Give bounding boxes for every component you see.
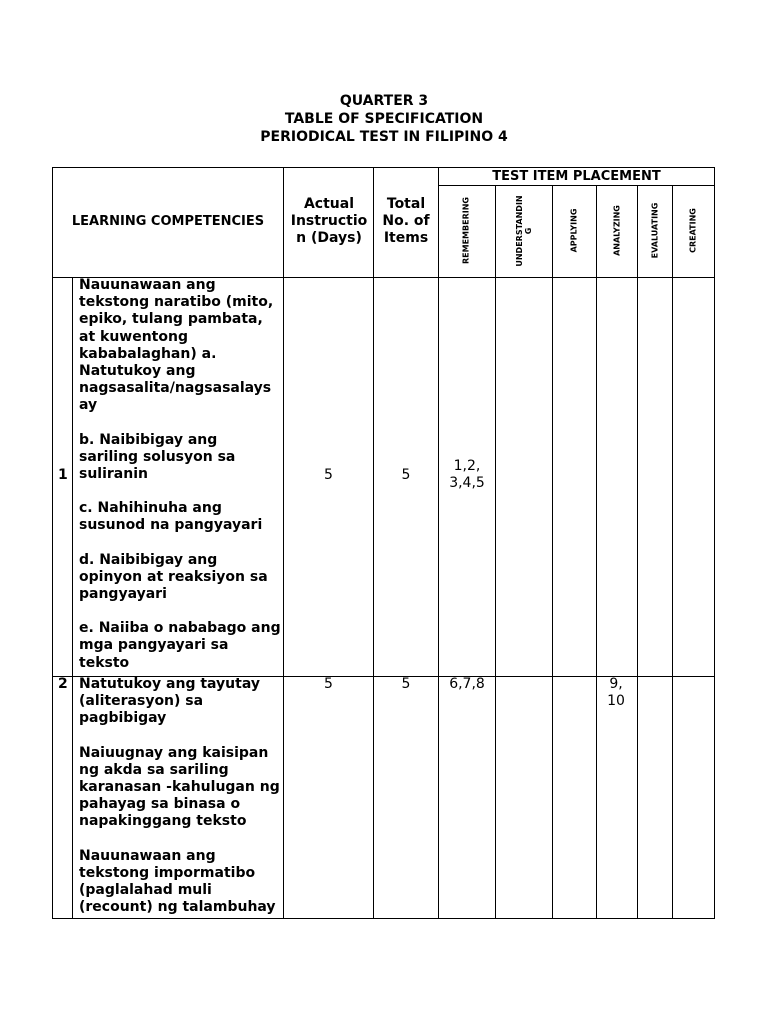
row-2-remembering: 6,7,8	[449, 676, 485, 692]
row-1-remembering: 1,2, 3,4,5	[449, 458, 485, 492]
row-1-actual: 5	[324, 467, 333, 483]
header-learning-competencies: LEARNING COMPETENCIES	[71, 214, 265, 229]
row-2-analyzing: 9, 10	[607, 676, 625, 710]
header-applying: APPLYING	[569, 208, 579, 253]
row-1-competency-e: e. Naiiba o nababago ang mga pangyayari sa teksto	[79, 620, 281, 671]
row-1-competency-d: d. Naibibigay ang opinyon at reaksiyon sa pangyayari	[79, 551, 268, 603]
header-evaluating: EVALUATING	[650, 202, 660, 259]
row-1-competencies	[79, 277, 281, 672]
title-table-of-specification: TABLE OF SPECIFICATION	[284, 111, 484, 127]
row-1-number: 1	[58, 467, 68, 483]
row-2-competency-2: Naiuugnay ang kaisipan ng akda sa sariling karanasan -kahulugan ng pahayag sa binasa o napakinggang teksto	[79, 744, 280, 830]
row-1-competency-c: c. Nahihinuha ang susunod na pangyayari	[79, 500, 263, 534]
row-2-actual: 5	[324, 676, 333, 692]
row-2-competency-1: Natutukoy ang tayutay (aliterasyon) sa pagbibigay	[79, 676, 260, 727]
row-2-competency-3: Nauunawaan ang tekstong impormatibo (paglalahad muli (recount) ng talambuhay	[79, 847, 276, 916]
header-test-item-placement: TEST ITEM PLACEMENT	[492, 169, 661, 184]
header-remembering: REMEMBERING	[461, 197, 471, 264]
document-title	[0, 92, 768, 146]
row-1-competency-a: Nauunawaan ang tekstong naratibo (mito, epiko, tulang pambata, at kuwentong kababalaghan) a. Natutukoy ang nagsasalita/nagsasalays ay	[79, 277, 274, 414]
row-1-total: 5	[401, 467, 411, 483]
row-2-total: 5	[401, 676, 411, 692]
row-2-number: 2	[58, 676, 68, 692]
header-analyzing: ANALYZING	[612, 205, 622, 256]
row-2-competencies	[79, 676, 281, 916]
title-quarter: QUARTER 3	[339, 93, 429, 109]
title-periodical-test: PERIODICAL TEST IN FILIPINO 4	[260, 129, 508, 145]
row-1-competency-b: b. Naibibigay ang sariling solusyon sa suliranin	[79, 431, 236, 483]
header-actual-instruction: Actual Instructio n (Days)	[290, 196, 368, 247]
header-creating: CREATING	[688, 208, 698, 253]
header-total-items: Total No. of Items	[382, 196, 430, 247]
header-understanding: UNDERSTANDIN G	[515, 195, 533, 267]
